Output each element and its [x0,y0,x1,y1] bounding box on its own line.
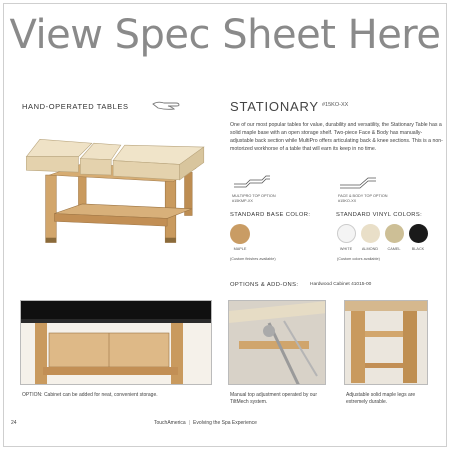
footer-brand-line [154,420,257,426]
vinyl-label-white: WHITE [339,247,353,251]
vinyl-swatch-camel [385,224,404,243]
face-body-caption [338,194,408,204]
footer-separator: | [188,420,190,426]
maple-legs-caption: Adjustable solid maple legs are extremely durable. [346,392,416,405]
cabinet-photo [20,300,212,385]
vinyl-swatch-almond [361,224,380,243]
multipro-caption-line2: #15KMP-XX [232,199,253,203]
vinyl-custom-note: (Custom colors available) [337,257,380,261]
maple-legs-photo-illustration [345,301,428,385]
maple-label: MAPLE [233,247,247,251]
spec-sheet-page [3,3,447,447]
manual-adjustment-caption: Manual top adjustment operated by our TiltMech system. [230,392,317,405]
face-body-top-icon [338,172,378,192]
maple-legs-photo [344,300,428,385]
stationary-table-image [18,122,216,257]
base-color-heading: STANDARD BASE COLOR: [230,212,311,218]
view-spec-sheet-banner[interactable]: View Spec Sheet Here [9,12,441,58]
product-title: STATIONARY [230,99,319,114]
options-heading: OPTIONS & ADD-ONS: [230,282,299,288]
brand-tagline: Evolving the Spa Experience [193,420,257,426]
product-model-number: #15KO-XX [322,102,349,108]
page-number: 24 [11,420,17,426]
maple-swatch [230,224,250,244]
options-item: Hardwood Cabinet 41015-00 [310,282,372,287]
multipro-caption [232,194,302,204]
brand-name: TouchAmerica [154,420,186,426]
face-body-caption-line1: FACE & BODY TOP OPTION [338,194,388,198]
vinyl-swatch-white [337,224,356,243]
face-body-caption-line2: #15KO-XX [338,199,357,203]
product-description: One of our most popular tables for value, durability and versatility, the Stationary Table has a solid maple base with an open storage shelf. Two-piece Face & Body has manually-adjustable back section while MultiPro offers articulating back & knee sections. This is a non-motorized workhorse of a table that will earn its keep in no time. [230,122,443,152]
multipro-top-icon [232,172,272,192]
vinyl-swatch-black [409,224,428,243]
tiltmech-photo-illustration [229,301,326,385]
cabinet-photo-illustration [21,301,212,385]
vinyl-label-camel: CAMEL [387,247,401,251]
vinyl-colors-heading: STANDARD VINYL COLORS: [336,212,423,218]
tiltmech-photo [228,300,326,385]
multipro-caption-line1: MULTIPRO TOP OPTION [232,194,276,198]
cabinet-caption: OPTION: Cabinet can be added for neat, convenient storage. [22,392,158,398]
vinyl-label-almond: ALMOND [361,247,379,251]
section-label: HAND-OPERATED TABLES [22,102,129,111]
vinyl-label-black: BLACK [411,247,425,251]
base-custom-note: (Custom finishes available) [230,257,276,261]
hand-icon [152,99,182,111]
